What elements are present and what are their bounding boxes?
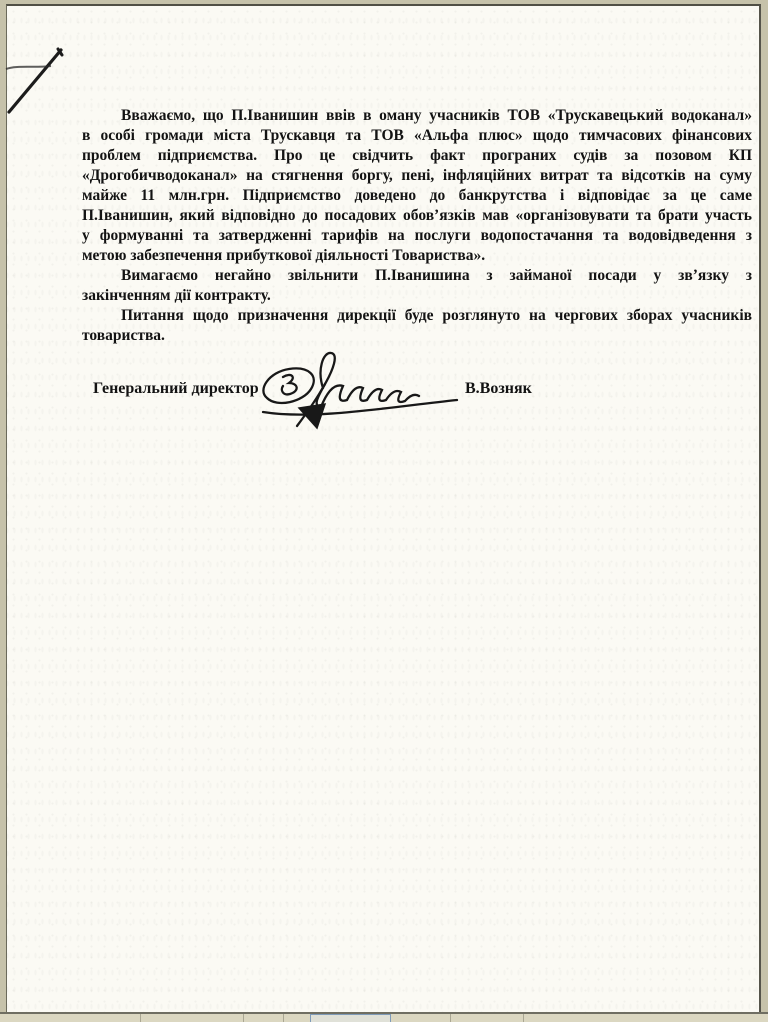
document-paragraph	[82, 106, 752, 266]
signature-scrawl	[253, 346, 463, 432]
text-line: в особі громади міста Трускавця та ТОВ «Альфа плюс» щодо тимчасових фінансових	[82, 127, 752, 144]
document-body	[82, 106, 752, 346]
text-line: Питання щодо призначення дирекції буде розглянуто на чергових зборах учасників	[121, 307, 752, 324]
document-paragraph	[82, 266, 752, 306]
text-line: Вимагаємо негайно звільнити П.Іванишина з займаної посади у зв’язку з	[121, 267, 752, 284]
taskbar-sliver	[0, 1014, 768, 1022]
pen-corner-mark	[1, 42, 81, 122]
text-line: у формуванні та затвердженні тарифів на послуги водопостачання та водовідведення з	[82, 227, 752, 244]
scanned-document-page	[6, 4, 761, 1012]
taskbar-separator	[450, 1014, 451, 1022]
signer-role-label: Генеральний директор	[93, 380, 259, 397]
taskbar-separator	[243, 1014, 244, 1022]
taskbar-separator	[140, 1014, 141, 1022]
text-line: майже 11 млн.грн. Підприємство доведено до банкрутства і відповідає за це саме	[82, 187, 752, 204]
text-line: метою забезпечення прибуткової діяльності Товариства».	[82, 247, 486, 264]
signer-name: В.Возняк	[465, 380, 532, 397]
document-paragraph	[82, 306, 752, 346]
text-line: товариства.	[82, 327, 165, 344]
text-line: П.Іванишин, який відповідно до посадових обов’язків мав «організовувати та брати участь	[82, 207, 752, 224]
taskbar-separator	[283, 1014, 284, 1022]
text-line: Вважаємо, що П.Іванишин ввів в оману учасників ТОВ «Трускавецький водоканал»	[121, 107, 752, 124]
taskbar-separator	[523, 1014, 524, 1022]
text-line: закінченням дії контракту.	[82, 287, 271, 304]
taskbar-active-segment[interactable]	[310, 1014, 391, 1022]
text-line: проблем підприємства. Про це свідчить факт програних судів за позовом КП	[82, 147, 752, 164]
text-line: «Дрогобичводоканал» на стягнення боргу, пені, інфляційних витрат та відсотків на суму	[82, 167, 752, 184]
